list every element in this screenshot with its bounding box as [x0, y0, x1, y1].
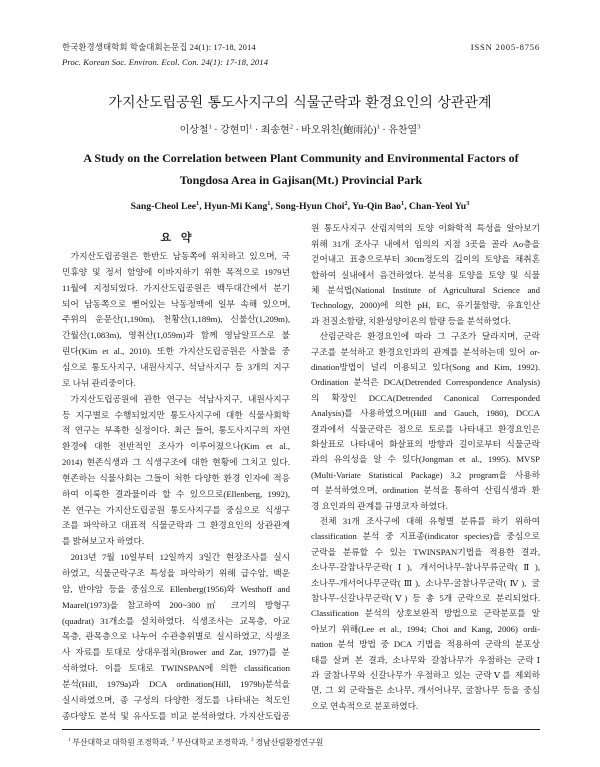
author-name: 강현미 — [220, 125, 250, 136]
text-line: 사 자료를 토대로 상대우점치(Brower and Zar, 1977)를 분 — [62, 647, 290, 658]
text-line: 등 지구별로 수행되었지만 통도사지구에 대한 식물사회학 — [62, 409, 290, 420]
author — [180, 125, 212, 136]
text-line: 암, 반야암 등을 중심으로 Ellenberg(1956)와 Westhoff and — [62, 583, 290, 594]
author-name: 최송현 — [260, 125, 290, 136]
text-line: 현존하는 식물사회는 그들이 처한 다양한 환경 인자에 적응 — [62, 472, 290, 483]
text-line: 11월에 지정되었다. 가지산도립공원은 백두대간에서 분기 — [62, 282, 290, 293]
text-line: classification 분석 중 지표종(indicator species)을 중심으로 — [311, 531, 540, 542]
text-line: 실시하였으며, 종 구성의 다양한 정도를 나타내는 척도인 — [62, 694, 290, 705]
abstract-paragraph — [311, 329, 540, 514]
text-line: 되어 남동쪽으로 뻗어있는 낙동정맥에 일부 속해 있으며, — [62, 298, 290, 309]
journal-citation — [62, 40, 540, 70]
author — [204, 201, 270, 212]
text-line: 종다양도 분석 및 유사도를 비교 분석하였다. 가지산도립공 — [62, 710, 290, 721]
text-line: 걷어내고 표층으로부터 30cm정도의 깊이의 토양을 채취혼 — [311, 254, 540, 265]
abstract-paragraph — [62, 249, 290, 392]
text-line: 결과에서 식물군락은 점으로 토로를 나타내고 환경요인은 — [311, 423, 540, 434]
text-line: 하였고, 식물군락구조 특성을 파악하기 위해 급수암, 백운 — [62, 567, 290, 578]
author — [131, 201, 200, 212]
abstract-heading: 요 약 — [160, 231, 192, 244]
text-line: Classification 분석의 상호보완적 방법으로 군락분포를 알 — [311, 608, 540, 619]
affiliation-mark: 1 — [208, 123, 212, 131]
authors-english — [40, 200, 560, 214]
text-line: 원 통도사지구 산림지역의 토양 이화학적 특성을 알아보기 — [311, 223, 540, 234]
author — [388, 125, 420, 136]
text-line: 목층, 관목층으로 나누어 수관층위별로 실시하였고, 식생조 — [62, 631, 290, 642]
affiliation-mark: 1 — [196, 199, 200, 207]
text-line: 가지산도립공원에 관한 연구는 석남사지구, 내원사지구 — [70, 393, 290, 404]
text-line: 경 요인과의 관계를 규명코자 하였다. — [311, 500, 448, 511]
author — [409, 201, 469, 212]
affiliation-number: 3 — [250, 737, 254, 744]
affiliation-number: 2 — [171, 737, 175, 744]
affiliation-name: 경남산림환경연구원 — [255, 738, 324, 747]
text-line: 2014) 현존식생과 그 식생구조에 대한 현황에 그치고 있다. — [62, 457, 290, 468]
text-line: 심으로 통도사지구, 내원사지구, 석남사지구 등 3개의 지구 — [62, 362, 290, 372]
text-line: 주위의 운문산(1,190m), 천황산(1,189m), 신불산(1,209m), — [62, 314, 290, 325]
text-line: Maarel(1973)을 참고하여 200~300㎡ 크기의 방형구 — [62, 599, 290, 610]
author-name: Chan-Yeol Yu — [409, 201, 467, 212]
text-line: 가지산도립공원은 한반도 남동쪽에 위치하고 있으며, 국 — [70, 251, 290, 262]
text-line: 본 연구는 가지산도립공원 통도사지구를 중심으로 식생구 — [62, 504, 290, 515]
text-line: 화살표로 나타내어 화살표의 방향과 길이로부터 식물군락 — [311, 438, 540, 449]
author-name: 바오위친(鮑雨沁) — [301, 125, 377, 136]
journal-citation-english: Proc. Korean Soc. Environ. Ecol. Con. 24(1): 17-18, 2014 — [62, 57, 269, 67]
journal-citation-korean: 한국환경생태학회 학술대회논문집 24(1): 17-18, 2014 — [62, 43, 256, 52]
abstract-right-column — [311, 221, 540, 714]
text-line: 여 분석하였으며, ordination 분석을 통하여 산림식생과 환 — [311, 485, 540, 496]
author-separator: · — [379, 125, 389, 136]
affiliation-mark: 2 — [289, 123, 293, 131]
author-name: 유찬열 — [388, 125, 418, 136]
text-line: 과 굴참나무와 신갈나무가 우점하고 있는 군락Ⅴ를 제외하 — [311, 670, 540, 681]
text-line: 과 전질소함량, 치환성양이온의 함량 등을 분석하였다. — [311, 315, 511, 326]
author-separator: , — [270, 201, 276, 212]
running-header — [62, 40, 540, 72]
text-line: 면, 그 외 군락들은 소나무, 개서어나무, 굴참나무 등을 중심 — [311, 685, 540, 696]
author — [301, 125, 380, 136]
affiliation-mark: 1 — [376, 123, 380, 131]
text-line: 린다(Kim et al., 2010). 또한 가지산도립공원은 사찰을 중 — [62, 346, 290, 357]
text-line: 민휴양 및 정서 함양에 이바지하기 위한 목적으로 1979년 — [62, 266, 290, 277]
abstract-paragraph — [311, 221, 540, 329]
affiliation-name: 부산대학교 조경학과, — [176, 738, 248, 747]
text-line: 2013년 7월 10일부터 12일까지 3일간 현장조사를 실시 — [70, 552, 290, 563]
author-name: Song-Hyun Choi — [275, 201, 345, 212]
text-line: 으로 연속적으로 분포하였다. — [311, 700, 419, 711]
affiliation — [251, 738, 323, 747]
text-line: 과의 유의성을 알 수 있다(Jongman et al., 1995). MVSP — [311, 454, 540, 465]
author — [261, 125, 293, 136]
affiliation-number: 1 — [68, 737, 71, 744]
affiliation-name: 부산대학교 대학원 조경학과, — [72, 738, 169, 747]
text-line: 적 연구는 부족한 실정이다. 최근 들어, 통도사지구의 자연 — [62, 425, 290, 436]
text-line: 태를 살펴 본 결과, 소나무와 갈참나무가 우점하는 군락Ⅰ — [311, 654, 540, 665]
text-line: (quadrat) 31개소를 설치하였다. 식생조사는 교목층, 아교 — [62, 615, 290, 626]
text-line: 조를 파악하고 대표적 식물군락과 그 환경요인의 상관관계 — [62, 520, 290, 531]
abstract-left-body — [62, 249, 290, 724]
text-line: 로 나뉘 관리중이다. — [62, 377, 136, 388]
affiliation — [68, 738, 169, 747]
text-line: 참나무-신갈나무군락(Ⅴ) 등 총 5개 군락으로 분리되었다. — [311, 593, 540, 604]
text-line: 분석(Hill, 1979a)과 DCA ordination(Hill, 1979b)분석을 — [62, 678, 290, 689]
text-line: 전체 31개 조사구에 대해 유형별 분류를 하기 위하여 — [319, 516, 540, 527]
text-line: 군락을 분류할 수 있는 TWINSPAN기법을 적용한 결과, — [311, 546, 540, 557]
abstract-left-column — [62, 228, 290, 724]
affiliation-footnote — [68, 736, 538, 750]
text-line: Technology, 2000)에 의한 pH, EC, 유기물함량, 유효인산 — [311, 300, 540, 311]
author-name: Sang-Cheol Lee — [130, 201, 197, 212]
author-separator: · — [292, 125, 302, 136]
text-line: 소나무-개서어나무군락(Ⅲ), 소나무-굴참나무군락(Ⅳ), 굴 — [311, 577, 540, 588]
affiliation-mark: 1 — [249, 123, 253, 131]
text-line: 구조를 분석하고 환경요인과의 관계를 분석하는데 있어 or- — [311, 346, 540, 357]
affiliation-mark: 1 — [267, 199, 271, 207]
title-english-line: A Study on the Correlation between Plant Community and Environmental Factors of — [83, 151, 519, 165]
affiliation-mark: 2 — [344, 199, 348, 207]
author-separator: , — [404, 201, 410, 212]
affiliation — [172, 738, 248, 747]
author-separator: · — [252, 125, 261, 136]
abstract-paragraph — [311, 514, 540, 714]
text-line: 환경에 대한 전반적인 조사가 이루어졌으나(Kim et al., — [62, 441, 290, 452]
text-line: 의 확장인 DCCA(Detrended Canonical Corresponded — [311, 392, 540, 403]
title-english-line: Tongdosa Area in Gajisan(Mt.) Provincial Park — [179, 172, 423, 187]
title-english — [56, 148, 546, 191]
text-line: 하여 이룩한 결과물이라 할 수 있으므로(Ellenberg, 1992), — [62, 488, 290, 499]
text-line: 간월산(1,083m), 영취산(1,059m)과 함께 영남알프스로 불 — [62, 330, 290, 341]
author — [220, 125, 252, 136]
text-line: Ordination 분석은 DCA(Detrended Correspondence Analysis) — [311, 377, 540, 388]
text-line: 합하여 실내에서 음건하였다. 분석용 토양을 토양 및 식물 — [311, 269, 540, 280]
issn: ISSN 2005-8756 — [470, 42, 540, 52]
text-line: 소나무-갈참나무군락(Ⅰ), 개서어나무-참나무류군락(Ⅱ), — [311, 562, 540, 573]
text-line: 아보기 위해(Lee et al., 1994; Choi and Kang, 2006) ordi- — [311, 623, 540, 634]
text-line: 를 밝혀보고자 하였다. — [62, 536, 145, 547]
text-line: dination방법이 널리 이용되고 있다(Song and Kim, 1992). — [311, 361, 540, 372]
author-separator: · — [211, 125, 221, 136]
text-line: Analysis)를 사용하였으며(Hill and Gauch, 1980), DCCA — [311, 408, 540, 419]
abstract-paragraph — [62, 392, 290, 550]
affiliation-mark: 1 — [401, 199, 405, 207]
footnote-rule — [62, 729, 540, 730]
author — [352, 201, 404, 212]
author — [275, 201, 347, 212]
title-korean: 가지산도립공원 통도사지구의 식물군락과 환경요인의 상관관계 — [108, 95, 492, 111]
text-line: 석하였다. 이를 토대로 TWINSPAN에 의한 classification — [62, 663, 290, 674]
text-line: 위해 31개 조사구 내에서 임의의 지점 3곳을 골라 Ao층을 — [311, 238, 540, 249]
author-name: Hyun-Mi Kang — [204, 201, 268, 212]
text-line: 체 분석법(National Institute of Agricultural Science and — [311, 284, 540, 295]
text-line: nation 분석 방법 중 DCA 기법을 적용하여 군락의 분포상 — [311, 639, 540, 650]
affiliation-mark: 3 — [466, 199, 470, 207]
author-name: 이상철 — [179, 125, 209, 136]
authors-korean — [40, 124, 560, 138]
text-line: (Multi-Variate Statistical Package) 3.2 program을 사용하 — [311, 469, 540, 480]
abstract-paragraph — [62, 550, 290, 724]
text-line: 산림군락은 환경요인에 따라 그 구조가 달라지며, 군락 — [319, 331, 540, 342]
affiliation-mark: 3 — [417, 123, 421, 131]
author-separator: , — [199, 201, 205, 212]
author-separator: , — [347, 201, 353, 212]
author-name: Yu-Qin Bao — [352, 201, 402, 212]
